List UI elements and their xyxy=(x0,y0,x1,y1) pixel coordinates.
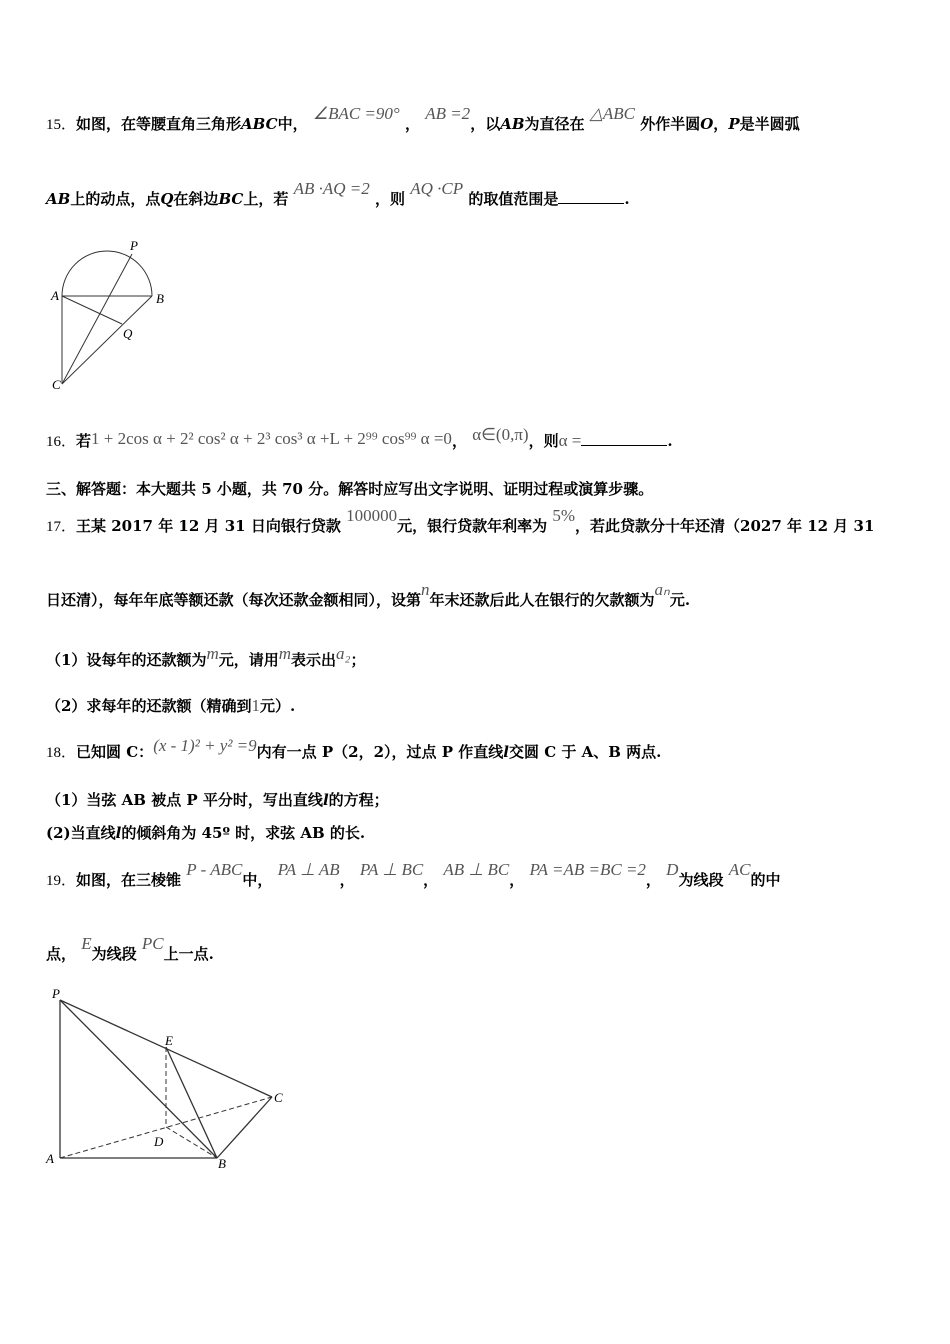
q17-text: （1）设每年的还款额为 xyxy=(46,651,207,669)
q15-o: O xyxy=(700,115,714,133)
q17-text: 表示出 xyxy=(291,651,337,669)
q15-text: 上的动点，点 xyxy=(70,190,161,208)
q17-text: ，若此贷款分十年还清（2027 年 12 月 31 xyxy=(575,517,875,535)
q19-text: 如图，在三棱锥 xyxy=(76,871,182,889)
q19-pc-formula: PC xyxy=(141,934,164,953)
answer-blank xyxy=(558,189,624,204)
q15-text: 为直径在 xyxy=(524,115,585,133)
q19-cond2-formula: PA ⊥ BC xyxy=(359,860,424,879)
label-p: P xyxy=(52,986,60,1001)
q16-text: ，则 xyxy=(528,432,559,450)
section-3-heading: 三、解答题：本大题共 5 小题，共 70 分。解答时应写出文字说明、证明过程或演算步骤。 xyxy=(46,480,654,498)
q19-ac-formula: AC xyxy=(728,860,751,879)
q18-part1 xyxy=(46,790,389,810)
q17-n-formula: n xyxy=(421,580,430,599)
pyramid-figure xyxy=(40,982,300,1172)
q17-line1 xyxy=(46,506,875,537)
answer-blank xyxy=(581,431,667,446)
q17-text: 元，银行贷款年利率为 xyxy=(397,517,548,535)
q16-range-formula: α∈(0,π) xyxy=(472,425,529,444)
q17-text: 年末还款后此人在银行的欠款额为 xyxy=(429,591,655,609)
q19-text: ， xyxy=(423,871,439,889)
q15-text: ， xyxy=(713,115,729,133)
q18-text: 交圆 C 于 A、B 两点. xyxy=(508,743,662,761)
q15-ab: AB xyxy=(500,115,525,133)
q15-text: ，以 xyxy=(470,115,501,133)
q19-text: 上一点. xyxy=(163,945,214,963)
q19-line2 xyxy=(46,934,214,964)
q19-text: 中， xyxy=(242,871,273,889)
q17-a2-formula: a₂ xyxy=(336,644,351,663)
q15-line1 xyxy=(46,104,800,135)
q19-text: ， xyxy=(509,871,525,889)
q15-bc: BC xyxy=(218,190,244,208)
semicircle-figure xyxy=(40,232,180,397)
q15-abc: ABC xyxy=(241,115,278,133)
label-e: E xyxy=(165,1033,173,1048)
q15-line2 xyxy=(46,179,630,209)
q15-p: P xyxy=(728,115,740,133)
q18-circle-formula: (x - 1)² + y² =9 xyxy=(153,736,257,755)
q19-text: 点， xyxy=(46,945,77,963)
q19-d-formula: D xyxy=(666,860,679,879)
q17-text: 日还清），每年年底等额还款（每次还款金额相同），设第 xyxy=(46,591,422,609)
q19-text: ， xyxy=(645,871,661,889)
q18-line1 xyxy=(46,736,662,763)
q19-cond1-formula: PA ⊥ AB xyxy=(277,860,340,879)
q18-number: 18． xyxy=(46,745,77,761)
q18-text: 内有一点 P（2，2），过点 P 作直线 xyxy=(256,743,504,761)
q15-q: Q xyxy=(160,190,174,208)
q17-m-formula: m xyxy=(206,644,219,663)
q15-text: 外作半圆 xyxy=(640,115,701,133)
q15-number: 15． xyxy=(46,117,77,133)
q19-pabc-formula: P - ABC xyxy=(186,860,243,879)
q15-text: ，则 xyxy=(374,190,405,208)
q18-l: l xyxy=(503,743,509,761)
q15-ab: AB xyxy=(46,190,71,208)
q15-dot-formula-1: AB ·AQ =2 xyxy=(293,179,370,198)
q16-text: ， xyxy=(451,432,467,450)
q19-cond3-formula: AB ⊥ BC xyxy=(443,860,510,879)
q17-text: （2）求每年的还款额（精确到 xyxy=(46,697,252,715)
q15-text: 上，若 xyxy=(243,190,289,208)
q17-number: 17． xyxy=(46,519,77,535)
q19-text: 的中 xyxy=(750,871,781,889)
q16-number: 16． xyxy=(46,434,77,450)
q19-e-formula: E xyxy=(81,934,92,953)
q17-rate-formula: 5% xyxy=(552,506,576,525)
q17-text: ； xyxy=(350,651,366,669)
q17-text: 元，请用 xyxy=(218,651,279,669)
q19-line1 xyxy=(46,860,781,891)
label-b: B xyxy=(218,1156,226,1171)
q15-text: 如图，在等腰直角三角形 xyxy=(76,115,242,133)
q18-text: 的方程； xyxy=(328,791,389,809)
q15-angle-formula: ∠BAC =90° xyxy=(312,104,400,123)
q15-triangle-formula: △ABC xyxy=(589,104,635,123)
q17-text: 元. xyxy=(669,591,691,609)
q15-ab-formula: AB =2 xyxy=(425,104,471,123)
q15-text: . xyxy=(624,190,630,208)
q15-text: ， xyxy=(404,115,420,133)
q17-part2 xyxy=(46,696,295,716)
label-c: C xyxy=(274,1090,283,1105)
q15-text: 的取值范围是 xyxy=(468,190,559,208)
q18-l: l xyxy=(322,791,329,809)
q15-text: 是半圆弧 xyxy=(739,115,800,133)
q16-alpha-formula: α = xyxy=(558,431,582,450)
q19-text: ， xyxy=(339,871,355,889)
label-b: B xyxy=(156,291,164,306)
q18-l: l xyxy=(115,824,122,842)
label-a: A xyxy=(46,1151,54,1166)
label-p: P xyxy=(130,238,138,253)
q18-part2 xyxy=(46,823,365,843)
q16-expression-formula: 1 + 2cos α + 2² cos² α + 2³ cos³ α +L + 2⁹⁹ cos⁹⁹ α =0 xyxy=(91,429,452,448)
label-q: Q xyxy=(123,326,133,341)
q16-line xyxy=(46,425,673,452)
label-d: D xyxy=(154,1134,164,1149)
q17-an-formula: aₙ xyxy=(654,580,670,599)
q17-line2 xyxy=(46,580,691,610)
q18-text: （1）当弦 AB 被点 P 平分时，写出直线 xyxy=(46,791,323,809)
q17-text: 王某 2017 年 12 月 31 日向银行贷款 xyxy=(76,517,341,535)
q18-text: 的倾斜角为 45º 时，求弦 AB 的长. xyxy=(121,824,366,842)
q19-text: 为线段 xyxy=(91,945,137,963)
label-a: A xyxy=(51,288,59,303)
q19-cond4-formula: PA =AB =BC =2 xyxy=(529,860,646,879)
q17-text: 元）. xyxy=(259,697,296,715)
q18-text: (2)当直线 xyxy=(46,824,116,842)
q17-m-formula: m xyxy=(278,644,292,663)
q17-one-formula: 1 xyxy=(251,696,260,715)
q19-text: 为线段 xyxy=(678,871,724,889)
q19-number: 19． xyxy=(46,873,77,889)
q17-part1 xyxy=(46,644,366,670)
q15-text: 中， xyxy=(277,115,308,133)
label-c: C xyxy=(52,377,61,392)
q16-text: 若 xyxy=(76,432,92,450)
q15-dot-formula-2: AQ ·CP xyxy=(410,179,464,198)
q17-loan-formula: 100000 xyxy=(346,506,398,525)
q18-text: 已知圆 C： xyxy=(76,743,154,761)
q15-text: 在斜边 xyxy=(173,190,219,208)
q16-text: . xyxy=(667,432,673,450)
